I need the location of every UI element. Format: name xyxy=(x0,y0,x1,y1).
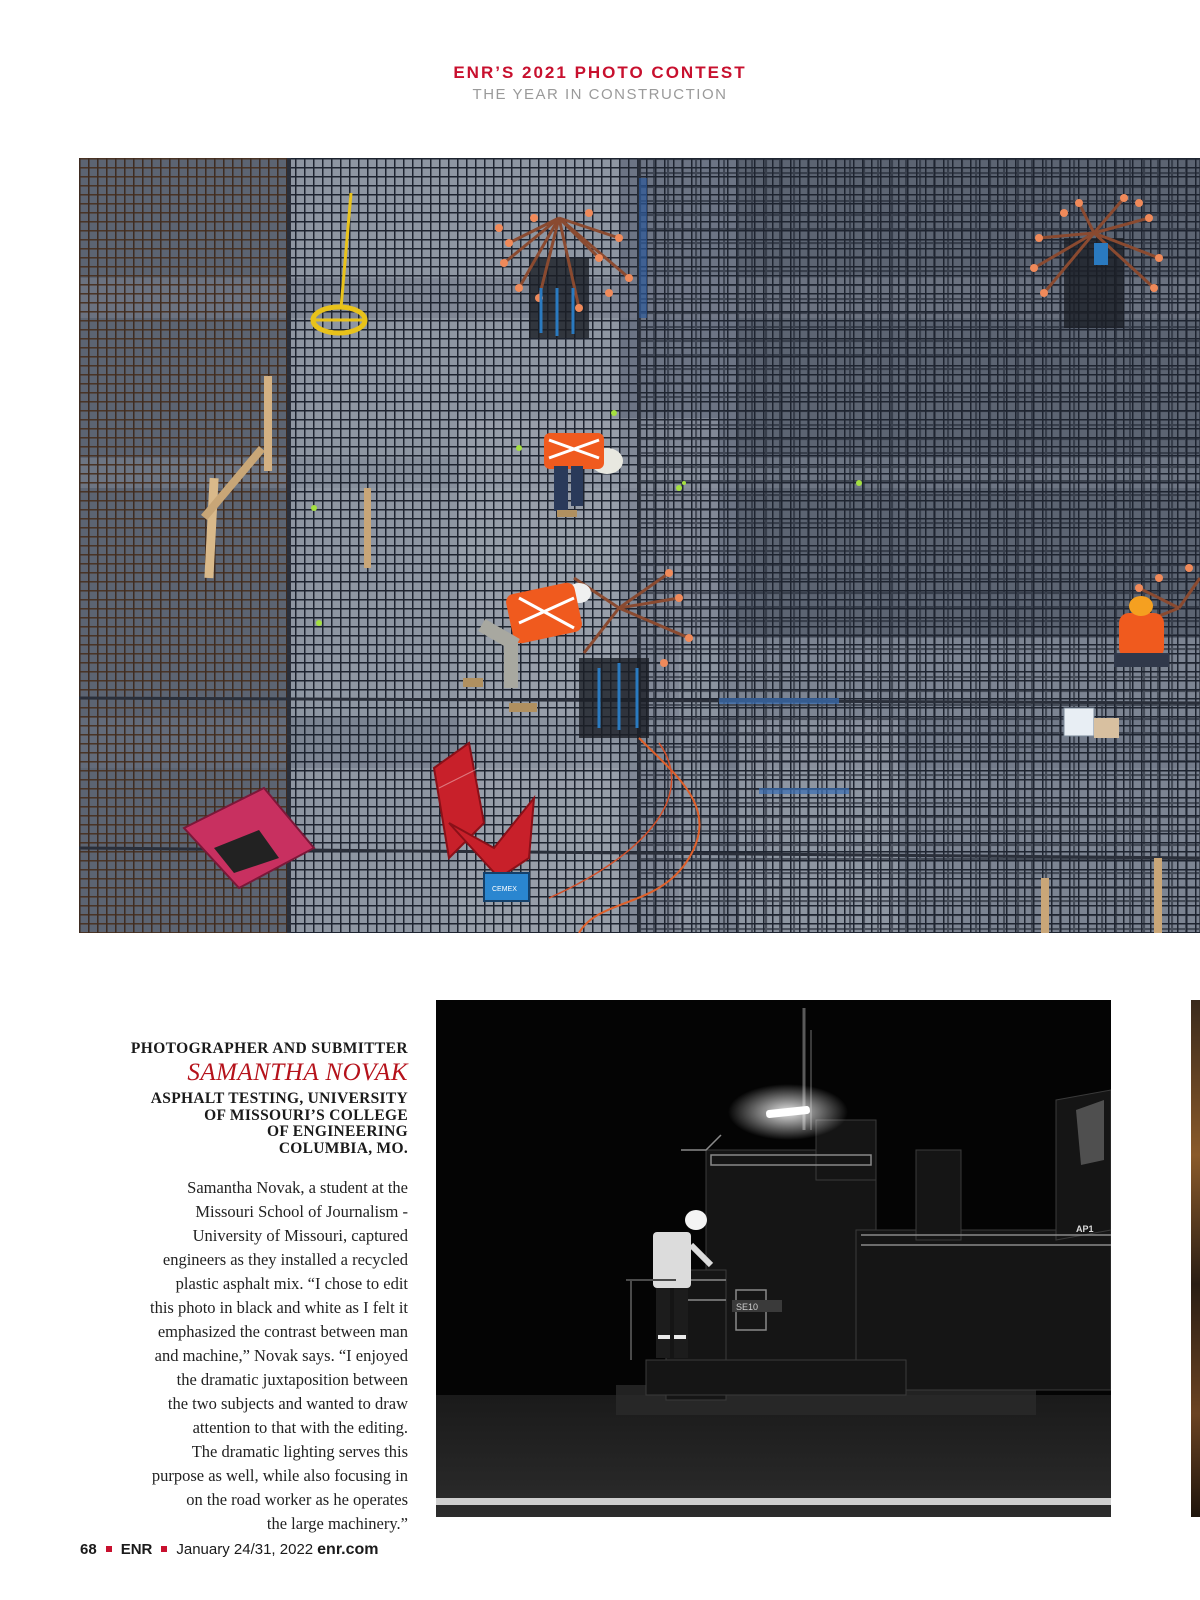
caption-body-line: the large machinery.” xyxy=(266,1514,408,1533)
separator-square xyxy=(106,1546,112,1552)
caption-label: PHOTOGRAPHER AND SUBMITTER xyxy=(130,1040,408,1057)
photo-title-line: OF MISSOURI’S COLLEGE xyxy=(204,1106,408,1124)
welder-box xyxy=(484,873,529,901)
page-footer xyxy=(80,1541,379,1559)
caption-body-line: and machine,” Novak says. “I enjoyed xyxy=(154,1346,408,1365)
photographer-name: SAMANTHA NOVAK xyxy=(187,1059,408,1086)
page-number: 68 xyxy=(80,1541,97,1558)
issue-date: January 24/31, 2022 xyxy=(176,1541,314,1558)
caption-body-line: the dramatic juxtaposition between xyxy=(176,1370,408,1389)
footer-brand: ENR xyxy=(120,1541,153,1558)
caption-body-line: purpose as well, while also focusing in xyxy=(151,1466,408,1485)
section-kicker: ENR’S 2021 PHOTO CONTEST xyxy=(453,63,747,82)
caption-body xyxy=(82,1176,408,1536)
photo-title xyxy=(82,1091,408,1157)
truck-label: AP1 xyxy=(1076,1224,1094,1234)
website-link[interactable]: enr.com xyxy=(317,1541,379,1558)
photo-title-line: COLUMBIA, MO. xyxy=(278,1139,408,1157)
section-subkicker: THE YEAR IN CONSTRUCTION xyxy=(472,86,728,103)
photo-title-line: ASPHALT TESTING, UNIVERSITY xyxy=(150,1090,408,1107)
page-header xyxy=(0,62,1200,106)
adjacent-photo-edge xyxy=(1191,1000,1200,1517)
separator-square xyxy=(161,1546,167,1552)
caption-body-line: emphasized the contrast between man xyxy=(157,1322,408,1341)
caption-body-line: plastic asphalt mix. “I chose to edit xyxy=(175,1274,408,1293)
caption-body-line: Samantha Novak, a student at the xyxy=(187,1178,408,1197)
caption-body-line: attention to that with the editing. xyxy=(192,1418,408,1437)
photo-caption xyxy=(82,1040,408,1536)
welder-label: CEMEX xyxy=(492,886,517,893)
caption-body-line: on the road worker as he operates xyxy=(186,1490,408,1509)
photo-title-line: OF ENGINEERING xyxy=(267,1123,408,1140)
photo-night-paving xyxy=(436,1000,1111,1517)
caption-body-line: engineers as they installed a recycled xyxy=(162,1250,408,1269)
caption-body-line: this photo in black and white as I felt it xyxy=(150,1298,408,1317)
photo-rebar-grid xyxy=(79,158,1200,933)
caption-body-line: University of Missouri, captured xyxy=(192,1226,408,1245)
machine-label: SE10 xyxy=(736,1302,759,1312)
caption-body-line: the two subjects and wanted to draw xyxy=(167,1394,408,1413)
caption-body-line: Missouri School of Journalism - xyxy=(195,1202,408,1221)
caption-body-line: The dramatic lighting serves this xyxy=(191,1442,408,1461)
